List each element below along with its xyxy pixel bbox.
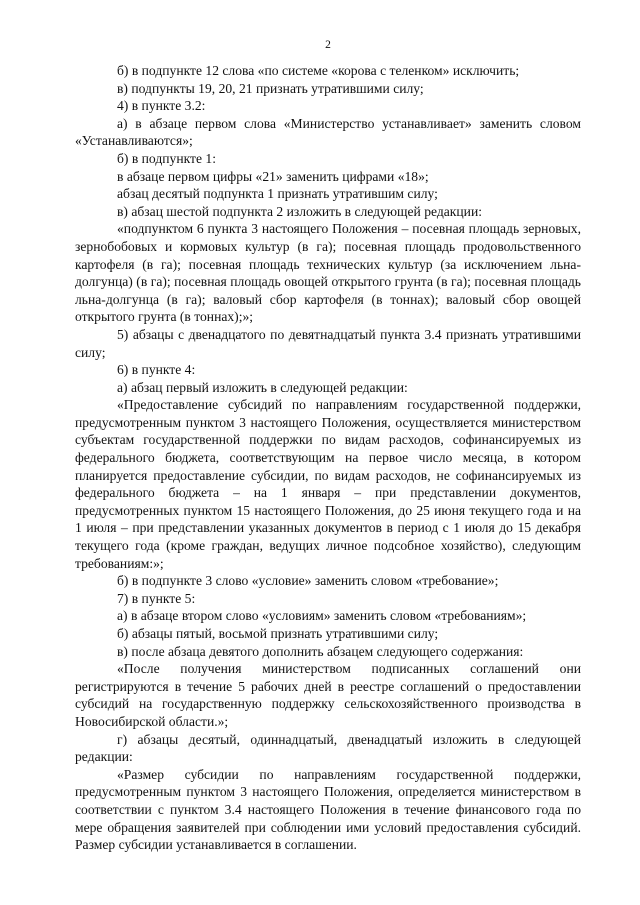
paragraph-10: 5) абзацы с двенадцатого по девятнадцатый пункта 3.4 признать утратившими силу; <box>75 326 581 360</box>
paragraph-7: абзац десятый подпункта 1 признать утратившим силу; <box>117 186 438 202</box>
paragraph-8: в) абзац шестой подпункта 2 изложить в следующей редакции: <box>117 203 483 219</box>
paragraph-19: «После получения министерством подписанных соглашений они регистрируются в течение 5 рабочих дней в реестре соглашений о предоставлении субсидий на государственную поддержку сельскохозяйственного производства в Новосибирской области.»; <box>75 661 581 729</box>
paragraph-17: б) абзацы пятый, восьмой признать утратившими силу; <box>117 626 439 641</box>
paragraph-20: г) абзацы десятый, одиннадцатый, двенадцатый изложить в следующей редакции: <box>75 731 581 765</box>
paragraph-9: «подпунктом 6 пункта 3 настоящего Положения – посевная площадь зерновых, зернобобовых и кормовых культур (в га); посевная площадь продовольственного картофеля (в га); посевная площадь технических культур (за исключением льна-долгунца) (в га); посевная площадь овощей открытого грунта (в га); посевная площадь льна-долгунца (в га); валовый сбор картофеля (в тоннах); валовый сбор овощей открытого грунта (в тоннах);»; <box>75 221 581 325</box>
paragraph-5: б) в подпункте 1: <box>117 150 216 166</box>
document-page <box>75 38 581 854</box>
paragraph-6: в абзаце первом цифры «21» заменить цифрами «18»; <box>117 168 429 184</box>
document-body <box>75 62 581 854</box>
paragraph-16: а) в абзаце втором слово «условиям» заменить словом «требованиям»; <box>117 608 527 624</box>
paragraph-1: б) в подпункте 12 слова «по системе «корова с теленком» исключить; <box>117 63 520 78</box>
paragraph-12: а) абзац первый изложить в следующей редакции: <box>117 379 408 395</box>
paragraph-15: 7) в пункте 5: <box>117 590 196 606</box>
paragraph-14: б) в подпункте 3 слово «условие» заменить словом «требование»; <box>117 573 499 589</box>
paragraph-3: 4) в пункте 3.2: <box>117 98 206 114</box>
paragraph-18: в) после абзаца девятого дополнить абзацем следующего содержания: <box>117 643 524 659</box>
paragraph-21: «Размер субсидии по направлениям государственной поддержки, предусмотренным пунктом 3 настоящего Положения, определяется министерством в соответствии с пунктом 3.4 настоящего Положения в течение финансового года по мере обращения заявителей при соблюдении ими условий предоставления субсидий. Размер субсидии устанавливается в соглашении. <box>75 766 581 853</box>
paragraph-11: 6) в пункте 4: <box>117 362 196 378</box>
page-number: 2 <box>325 39 331 51</box>
paragraph-2: в) подпункты 19, 20, 21 признать утратившими силу; <box>117 80 424 96</box>
paragraph-13: «Предоставление субсидий по направлениям государственной поддержки, предусмотренным пунктом 3 настоящего Положения, осуществляется министерством субъектам государственной поддержки по видам расходов, софинансируемых из федерального бюджета, соответствующим на первое число месяца, в котором планируется предоставление субсидии, по видам расходов, не софинансируемых из федерального бюджета – на 1 января – при представлении документов, предусмотренных пунктом 15 настоящего Положения, до 25 июня текущего года и на 1 июля – при представлении указанных документов в период с 1 июля до 15 декабря текущего года (кроме граждан, ведущих личное подсобное хозяйство), следующим требованиям:»; <box>75 397 581 571</box>
paragraph-4: а) в абзаце первом слова «Министерство устанавливает» заменить словом «Устанавливаются»; <box>75 115 581 149</box>
